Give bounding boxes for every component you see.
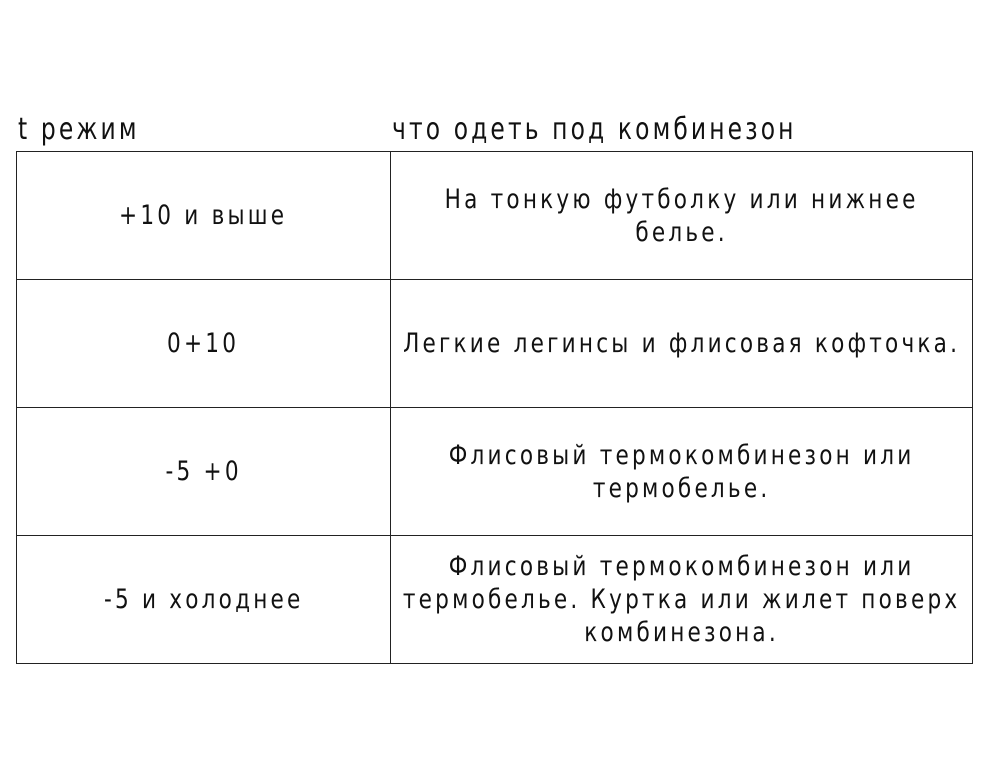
clothing-text: Флисовый термокомбинезон или термобелье. Куртка или жилет поверх комбинезона.: [402, 551, 961, 648]
clothing-text: На тонкую футболку или нижнее белье.: [444, 183, 919, 248]
temperature-text: -5 и холоднее: [103, 584, 304, 615]
table-row: [17, 408, 973, 536]
table-row: [17, 536, 973, 664]
temperature-cell: [17, 152, 391, 280]
temperature-cell: [17, 408, 391, 536]
temperature-text: +10 и выше: [119, 200, 288, 231]
clothing-cell: [391, 408, 973, 536]
table-row: [17, 280, 973, 408]
clothing-cell: [391, 152, 973, 280]
temperature-cell: [17, 536, 391, 664]
clothing-text: Легкие легинсы и флисовая кофточка.: [402, 328, 961, 359]
clothing-cell: [391, 280, 973, 408]
column-header-mode: t режим: [18, 112, 140, 147]
table-row: [17, 152, 973, 280]
clothing-text: Флисовый термокомбинезон или термобелье.: [448, 439, 915, 504]
temperature-clothing-table: [16, 151, 973, 664]
column-header-what-to-wear: что одеть под комбинезон: [392, 112, 797, 147]
temperature-cell: [17, 280, 391, 408]
temperature-text: -5 +0: [165, 456, 242, 487]
clothing-cell: [391, 536, 973, 664]
temperature-text: 0+10: [167, 328, 240, 359]
